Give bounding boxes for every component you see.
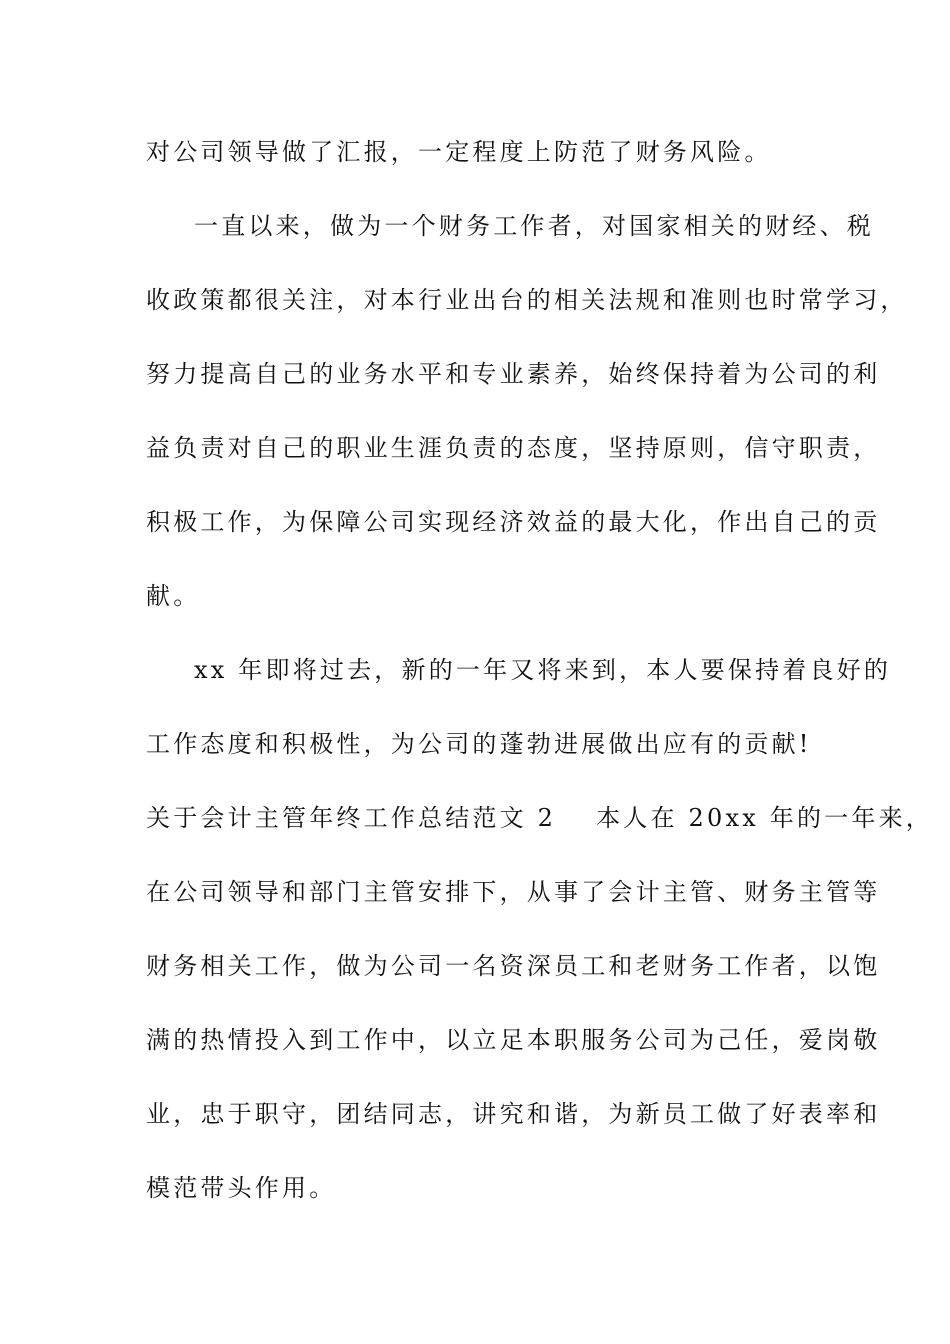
paragraph-line: 对公司领导做了汇报，一定程度上防范了财务风险。 [146, 138, 772, 166]
paragraph-line: 财务相关工作，做为公司一名资深员工和老财务工作者，以饱 [146, 952, 881, 980]
paragraph-line: 献。 [146, 582, 201, 610]
section-heading: 关于会计主管年终工作总结范文 2 [146, 804, 557, 832]
paragraph-line: 收政策都很关注，对本行业出台的相关法规和准则也时常学习， [146, 286, 908, 314]
paragraph-line: 模范带头作用。 [146, 1174, 337, 1202]
paragraph-line: 业，忠于职守，团结同志，讲究和谐，为新员工做了好表率和 [146, 1100, 881, 1128]
paragraph-line: 满的热情投入到工作中，以立足本职服务公司为己任，爱岗敬 [146, 1026, 881, 1054]
paragraph-line: 益负责对自己的职业生涯负责的态度，坚持原则，信守职责， [146, 434, 881, 462]
paragraph-line: 在公司领导和部门主管安排下，从事了会计主管、财务主管等 [146, 878, 881, 906]
paragraph-line: 努力提高自己的业务水平和专业素养，始终保持着为公司的利 [146, 360, 881, 388]
section-first-line: 本人在 20xx 年的一年来， [596, 804, 933, 832]
paragraph-line: 积极工作，为保障公司实现经济效益的最大化，作出自己的贡 [146, 508, 881, 536]
paragraph-line: 工作态度和积极性，为公司的蓬勃进展做出应有的贡献! [146, 730, 812, 758]
paragraph-line: 一直以来，做为一个财务工作者，对国家相关的财经、税 [194, 212, 874, 240]
paragraph-line: xx 年即将过去，新的一年又将来到，本人要保持着良好的 [194, 656, 892, 684]
section-heading-line [146, 803, 933, 833]
